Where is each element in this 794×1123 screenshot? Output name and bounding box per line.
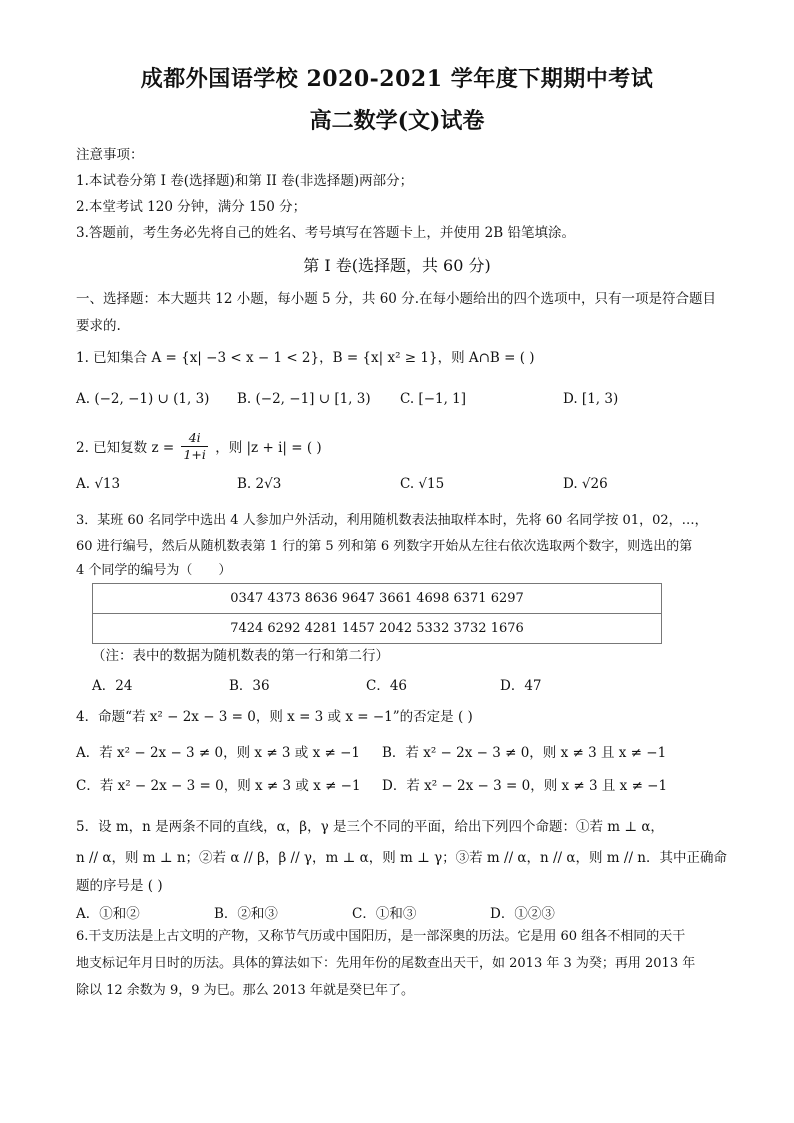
question-1-option-b: B. (−2, −1] ∪ [1, 3): [237, 391, 371, 407]
question-3-stem-line-2: 60 进行编号，然后从随机数表第 1 行的第 5 列和第 6 列数字开始从左往右依次选取两个数字，则选出的第: [76, 539, 693, 554]
question-5-option-b: B．②和③: [214, 906, 278, 922]
question-2-option-d: D. √26: [563, 476, 608, 492]
question-2-option-b: B. 2√3: [237, 476, 282, 492]
section-instruction: 一、选择题：本大题共 12 小题，每小题 5 分，共 60 分.在每小题给出的四个选项中，只有一项是符合题目要求的.: [76, 291, 716, 334]
note-item-3: 3.答题前，考生务必先将自己的姓名、考号填写在答题卡上，并使用 2B 铅笔填涂。: [76, 225, 575, 241]
question-5-option-c: C．①和③: [352, 906, 417, 922]
question-6-stem-line-3: 除以 12 余数为 9，9 为巳。那么 2013 年就是癸巳年了。: [76, 983, 414, 998]
question-5-stem-line-3: 题的序号是 ( ): [76, 878, 163, 894]
table-cell: 0347 4373 8636 9647 3661 4698 6371 6297: [93, 584, 662, 614]
question-2-stem: [76, 432, 322, 465]
question-4-option-c: C．若 x² − 2x − 3 = 0，则 x ≠ 3 或 x ≠ −1: [76, 778, 361, 794]
question-5-stem-line-2: n // α，则 m ⊥ n；②若 α // β，β // γ，m ⊥ α，则 m ⊥ γ；③若 m // α，n // α，则 m // n．其中正确命: [76, 850, 727, 866]
question-5-option-d: D．①②③: [490, 906, 555, 922]
question-3-note: （注：表中的数据为随机数表的第一行和第二行）: [92, 648, 389, 664]
question-2-denominator: 1+i: [183, 447, 206, 462]
question-2-option-c: C. √15: [400, 476, 445, 492]
table-row: [93, 584, 662, 614]
question-3-option-d: D．47: [500, 678, 542, 694]
random-number-table: [92, 583, 662, 644]
question-2-stem-prefix: 2. 已知复数 z =: [76, 440, 175, 456]
note-item-1: 1.本试卷分第 I 卷(选择题)和第 II 卷(非选择题)两部分；: [76, 173, 414, 189]
note-item-2: 2.本堂考试 120 分钟，满分 150 分；: [76, 199, 307, 215]
question-2-stem-suffix: ，则 |z + i| = ( ): [215, 440, 322, 456]
question-6-stem-line-2: 地支标记年月日时的历法。具体的算法如下：先用年份的尾数查出天干，如 2013 年 3 为癸；再用 2013 年: [76, 956, 696, 971]
table-cell: 7424 6292 4281 1457 2042 5332 3732 1676: [93, 614, 662, 644]
question-3-option-c: C．46: [366, 678, 408, 694]
question-4-stem: 4．命题“若 x² − 2x − 3 = 0，则 x = 3 或 x = −1”的否定是 ( ): [76, 709, 473, 725]
question-1-option-c: C. [−1, 1]: [400, 391, 467, 407]
question-2-fraction: [181, 430, 207, 463]
question-3-option-b: B．36: [229, 678, 270, 694]
question-4-option-a: A．若 x² − 2x − 3 ≠ 0，则 x ≠ 3 或 x ≠ −1: [76, 745, 361, 761]
table-row: [93, 614, 662, 644]
question-3-stem-line-1: 3．某班 60 名同学中选出 4 人参加户外活动，利用随机数表法抽取样本时，先将 60 名同学按 01，02，…，: [76, 513, 708, 528]
question-3-option-a: A．24: [92, 678, 133, 694]
question-4-option-d: D．若 x² − 2x − 3 = 0，则 x ≠ 3 且 x ≠ −1: [382, 778, 668, 794]
question-1-stem: 1. 已知集合 A = {x| −3 < x − 1 < 2}，B = {x| x² ≥ 1}，则 A∩B = ( ): [76, 350, 535, 366]
question-6-stem-line-1: 6.干支历法是上古文明的产物，又称节气历或中国阳历，是一部深奥的历法。它是用 60 组各不相同的天干: [76, 929, 686, 944]
exam-subtitle: 高二数学(文)试卷: [309, 108, 485, 134]
question-2-option-a: A. √13: [76, 476, 121, 492]
question-1-option-d: D. [1, 3): [563, 391, 619, 407]
question-5-option-a: A．①和②: [76, 906, 140, 922]
notes-heading: 注意事项：: [76, 147, 144, 163]
question-2-numerator: 4i: [181, 430, 207, 447]
exam-title: 成都外国语学校 2020-2021 学年度下期期中考试: [140, 66, 654, 92]
question-3-stem-line-3: 4 个同学的编号为（ ）: [76, 563, 232, 578]
section-title: 第 I 卷(选择题，共 60 分): [303, 256, 491, 275]
question-5-stem-line-1: 5．设 m，n 是两条不同的直线，α，β，γ 是三个不同的平面，给出下列四个命题：①若 m ⊥ α，: [76, 819, 664, 835]
question-4-option-b: B．若 x² − 2x − 3 ≠ 0，则 x ≠ 3 且 x ≠ −1: [382, 745, 667, 761]
question-1-option-a: A. (−2, −1) ∪ (1, 3): [76, 391, 210, 407]
